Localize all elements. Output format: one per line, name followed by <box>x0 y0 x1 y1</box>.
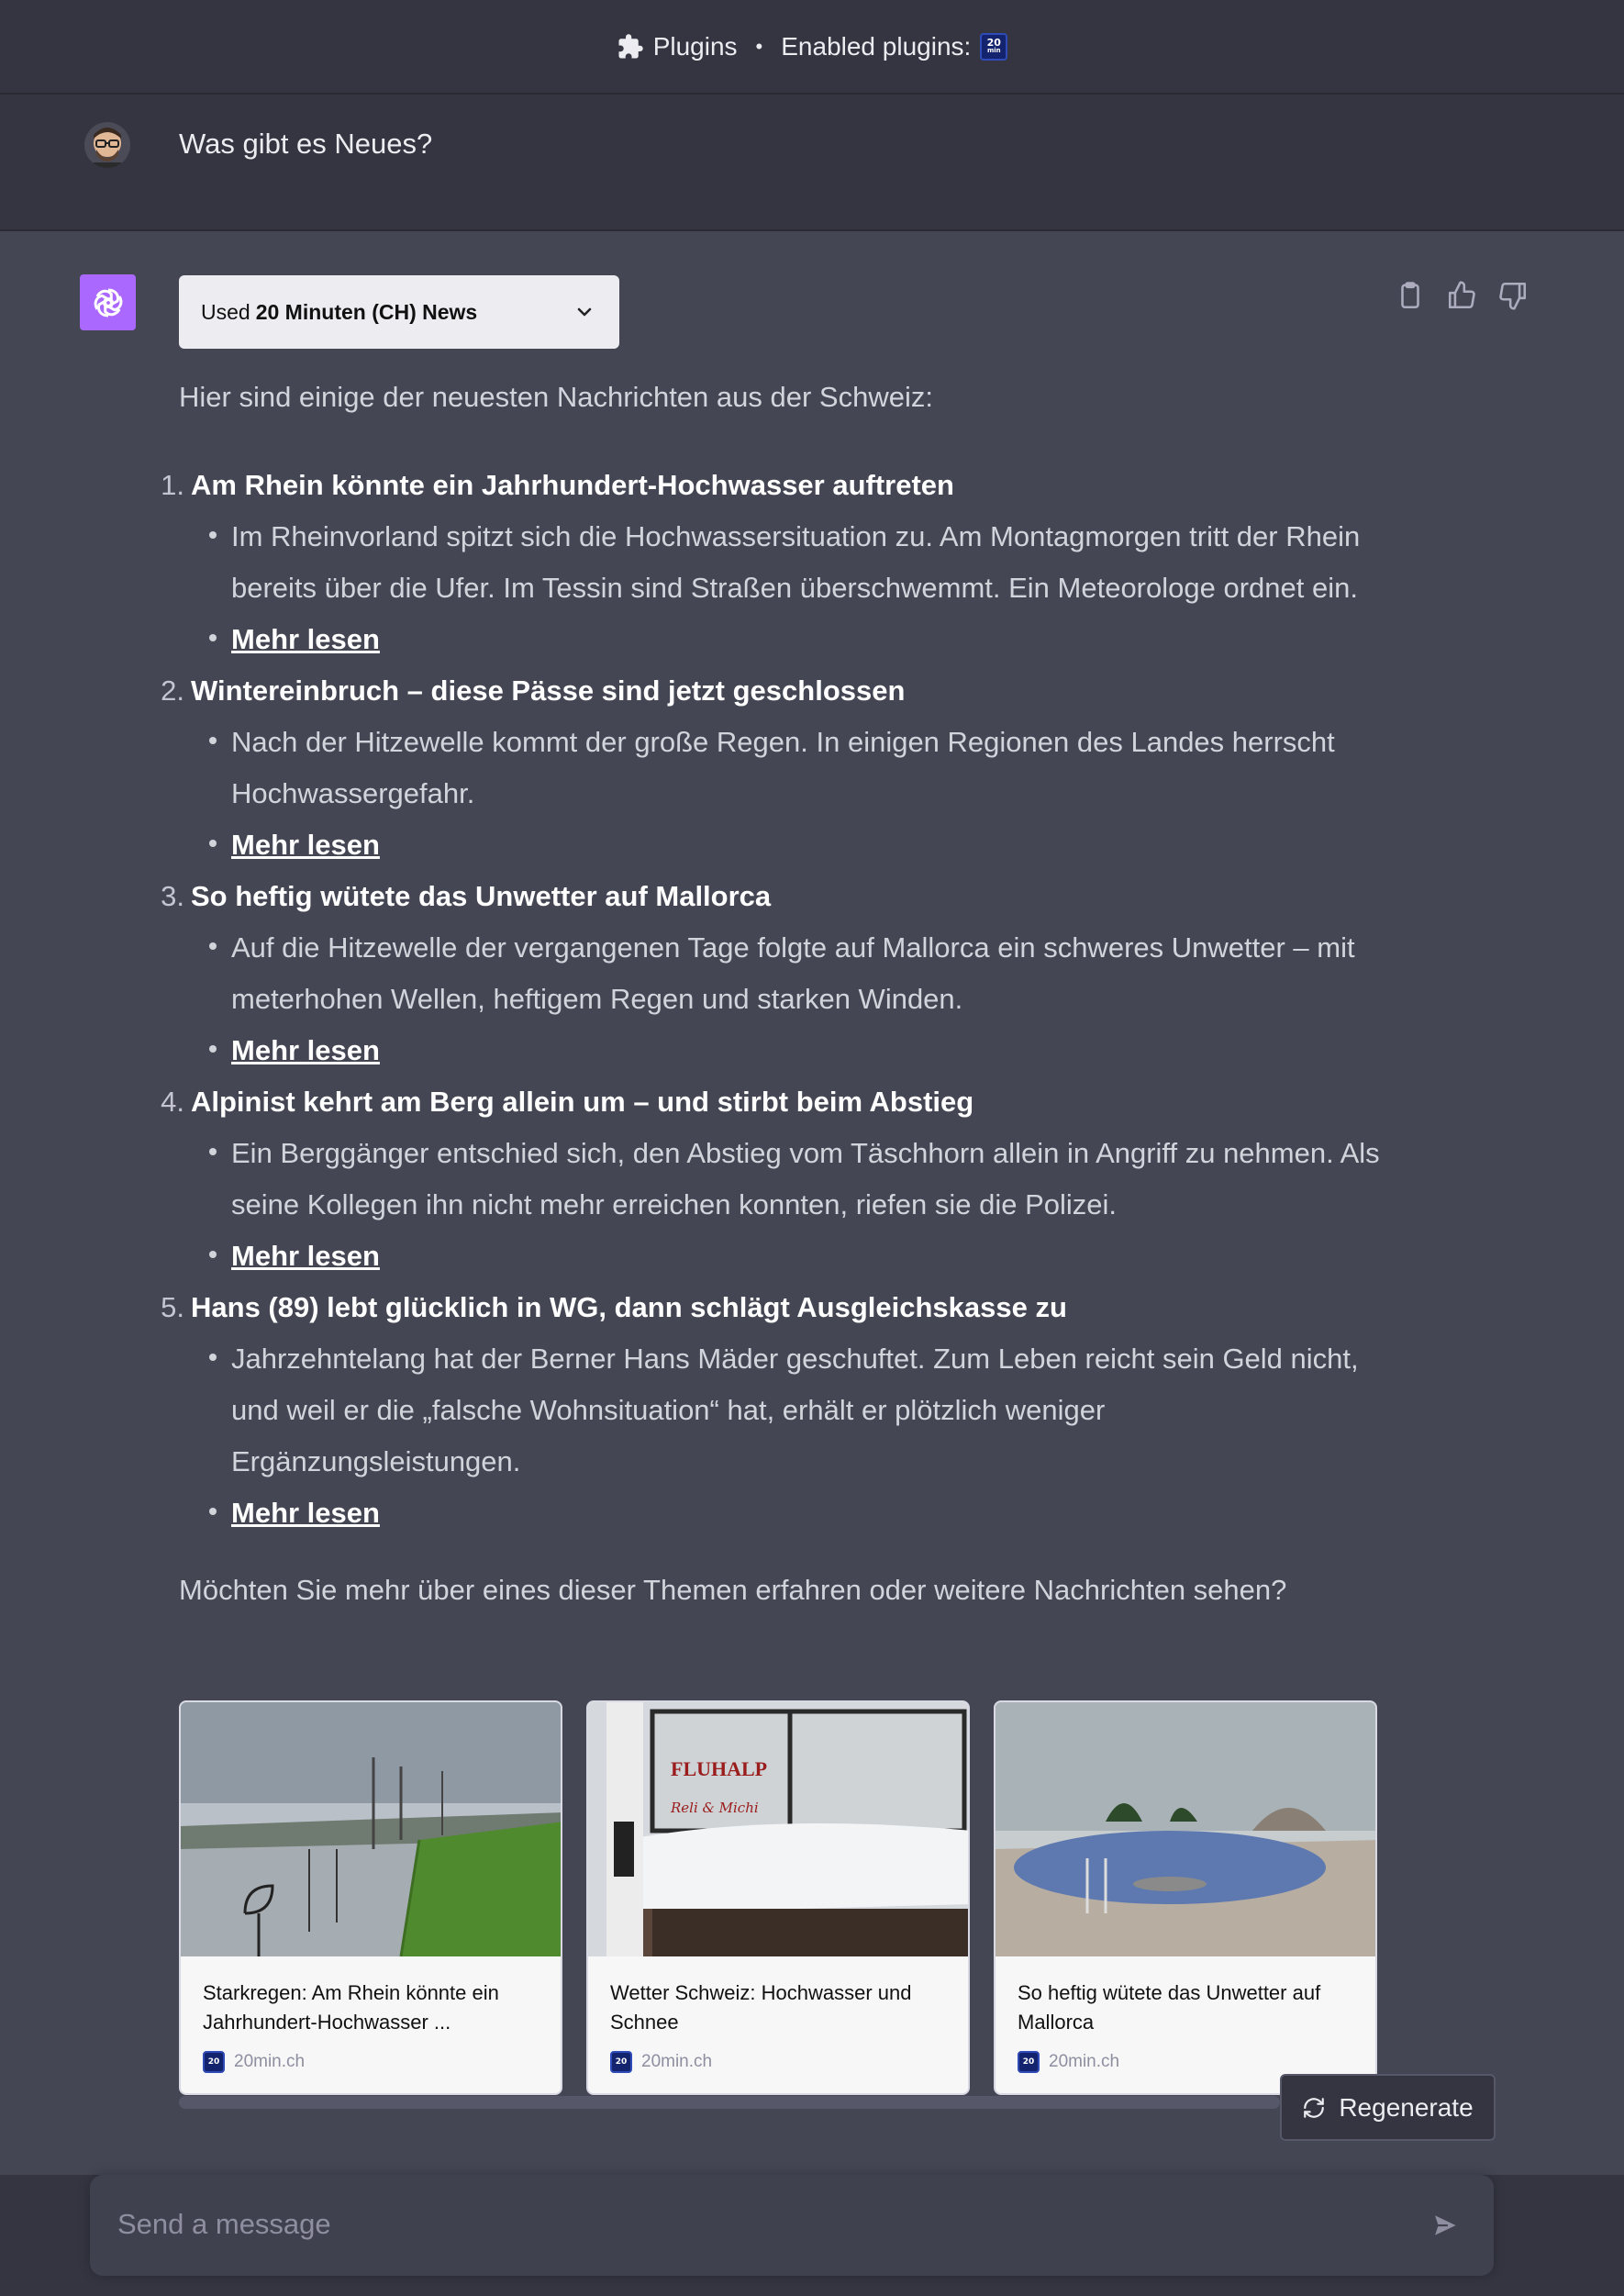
cards-scrollbar[interactable] <box>179 2096 1280 2109</box>
read-more-link[interactable]: Mehr lesen <box>231 1240 380 1272</box>
used-plugin-name: 20 Minuten (CH) News <box>255 299 478 324</box>
refresh-icon <box>1302 2096 1326 2120</box>
news-item: 5. Hans (89) lebt glücklich in WG, dann schlägt Ausgleichskasse zu Jahrzehntelang hat der Berner Hans Mäder geschuftet. Zum Leben reicht sein Geld nicht, und weil er die „falsche Wohnsituation“ hat, erhält er plötzlich weniger Ergänzungsleistungen. Mehr lesen <box>151 1282 1381 1539</box>
news-item: 2. Wintereinbruch – diese Pässe sind jetzt geschlossen Nach der Hitzewelle kommt der große Regen. In einigen Regionen des Landes herrscht Hochwassergefahr. Mehr lesen <box>151 665 1381 871</box>
20min-logo-icon: 20 <box>610 2051 632 2073</box>
card-title: Starkregen: Am Rhein könnte ein Jahrhundert-Hochwasser ... <box>203 1981 499 2034</box>
regenerate-label: Regenerate <box>1339 2092 1474 2122</box>
news-summary: Ein Berggänger entschied sich, den Abstieg vom Täschhorn allein in Angriff zu nehmen. Als seine Kollegen ihn nicht mehr erreichen konnten, riefen sie die Polizei. <box>231 1128 1381 1231</box>
plugin-20min-icon[interactable]: 20 min <box>980 33 1007 61</box>
read-more-link[interactable]: Mehr lesen <box>231 623 380 655</box>
news-item: 1. Am Rhein könnte ein Jahrhundert-Hochwasser auftreten Im Rheinvorland spitzt sich die Hochwassersituation zu. Am Montagmorgen tritt der Rhein bereits über die Ufer. Im Tessin sind Straßen überschwemmt. Ein Meteorologe ordnet ein. Mehr lesen <box>151 460 1381 665</box>
chatgpt-logo-icon <box>80 274 136 330</box>
card-sign-text: Reli & Michi <box>671 1800 759 1816</box>
news-item: 3. So heftig wütete das Unwetter auf Mallorca Auf die Hitzewelle der vergangenen Tage folgte auf Mallorca ein schweres Unwetter – mit meterhohen Wellen, heftigem Regen und starken Winden. Mehr lesen <box>151 871 1381 1076</box>
card-source: 20 20min.ch <box>996 2051 1375 2073</box>
enabled-plugins-label: Enabled plugins: <box>781 31 972 61</box>
news-summary: Nach der Hitzewelle kommt der große Regen. In einigen Regionen des Landes herrscht Hochwassergefahr. <box>231 717 1381 819</box>
news-title: Alpinist kehrt am Berg allein um – und stirbt beim Abstieg <box>191 1086 974 1118</box>
card-source: 20 20min.ch <box>588 2051 968 2073</box>
outro-text: Möchten Sie mehr über eines dieser Themen erfahren oder weitere Nachrichten sehen? <box>179 1574 1287 1606</box>
news-title: So heftig wütete das Unwetter auf Mallorca <box>191 880 772 912</box>
news-card[interactable] <box>179 1700 562 2095</box>
card-image-flood <box>181 1702 561 1956</box>
news-summary: Jahrzehntelang hat der Berner Hans Mäder geschuftet. Zum Leben reicht sein Geld nicht, und weil er die „falsche Wohnsituation“ hat, erhält er plötzlich weniger Ergänzungsleistungen. <box>231 1333 1381 1488</box>
card-image-mallorca <box>996 1702 1375 1956</box>
read-more-link[interactable]: Mehr lesen <box>231 829 380 861</box>
card-sign-text: FLUHALP <box>671 1757 768 1780</box>
news-item: 4. Alpinist kehrt am Berg allein um – und stirbt beim Abstieg Ein Berggänger entschied sich, den Abstieg vom Täschhorn allein in Angriff zu nehmen. Als seine Kollegen ihn nicht mehr erreichen konnten, riefen sie die Polizei. Mehr lesen <box>151 1076 1381 1282</box>
user-message-text: Was gibt es Neues? <box>179 128 433 160</box>
20min-logo-icon: 20 <box>1018 2051 1040 2073</box>
intro-text: Hier sind einige der neuesten Nachrichten aus der Schweiz: <box>179 381 933 413</box>
plugins-header <box>0 0 1624 95</box>
thumbs-down-icon[interactable] <box>1497 280 1529 311</box>
news-card[interactable] <box>994 1700 1377 2095</box>
message-actions <box>1395 280 1529 311</box>
news-title: Wintereinbruch – diese Pässe sind jetzt geschlossen <box>191 674 906 707</box>
message-input[interactable] <box>90 2175 1494 2276</box>
thumbs-up-icon[interactable] <box>1446 280 1477 311</box>
news-cards <box>179 1700 1377 2095</box>
user-message-row <box>0 95 1624 231</box>
regenerate-button[interactable] <box>1280 2074 1496 2141</box>
copy-icon[interactable] <box>1395 280 1426 311</box>
message-placeholder: Send a message <box>117 2208 331 2240</box>
20min-logo-icon: 20 <box>203 2051 225 2073</box>
card-title: So heftig wütete das Unwetter auf Mallorca <box>1018 1981 1321 2034</box>
assistant-message <box>161 372 1381 1616</box>
news-card[interactable] <box>586 1700 970 2095</box>
user-avatar <box>84 122 130 168</box>
news-summary: Im Rheinvorland spitzt sich die Hochwassersituation zu. Am Montagmorgen tritt der Rhein bereits über die Ufer. Im Tessin sind Straßen überschwemmt. Ein Meteorologe ordnet ein. <box>231 511 1381 614</box>
used-plugin-dropdown[interactable] <box>179 275 619 349</box>
chevron-down-icon <box>573 301 595 323</box>
used-prefix: Used <box>201 299 250 324</box>
card-image-snow <box>588 1702 968 1956</box>
separator-dot: • <box>755 34 763 58</box>
read-more-link[interactable]: Mehr lesen <box>231 1497 380 1529</box>
news-title: Am Rhein könnte ein Jahrhundert-Hochwasser auftreten <box>191 469 954 501</box>
news-list <box>151 460 1381 1539</box>
plugins-label: Plugins <box>652 31 738 61</box>
puzzle-icon <box>617 33 644 61</box>
send-icon[interactable] <box>1429 2210 1461 2241</box>
card-source: 20 20min.ch <box>181 2051 561 2073</box>
news-summary: Auf die Hitzewelle der vergangenen Tage folgte auf Mallorca ein schweres Unwetter – mit meterhohen Wellen, heftigem Regen und starken Winden. <box>231 922 1381 1025</box>
read-more-link[interactable]: Mehr lesen <box>231 1034 380 1066</box>
card-title: Wetter Schweiz: Hochwasser und Schnee <box>610 1981 912 2034</box>
news-title: Hans (89) lebt glücklich in WG, dann schlägt Ausgleichskasse zu <box>191 1291 1067 1323</box>
